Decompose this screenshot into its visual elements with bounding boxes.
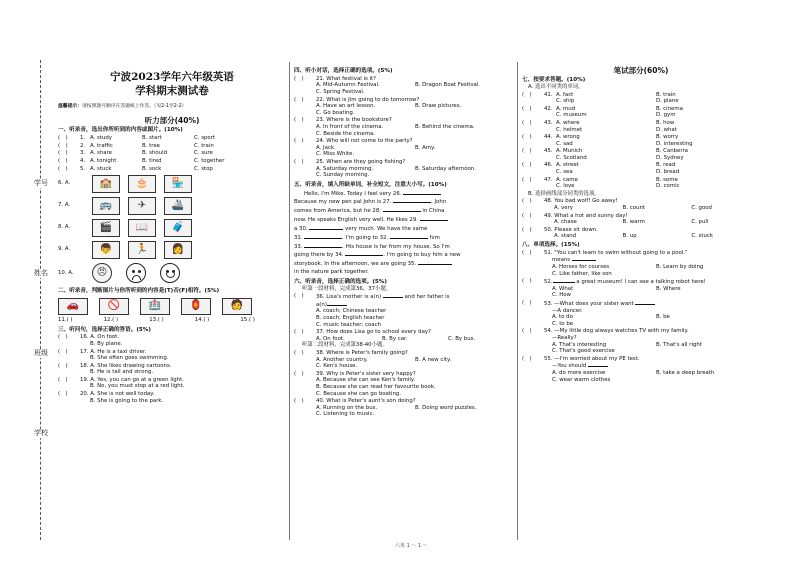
answer-bracket[interactable]: ( ) xyxy=(522,278,532,285)
column-divider xyxy=(517,62,518,540)
question-53: ( ) 53. —What does your sister want xyxy=(522,300,760,308)
title-line-2: 学科期末测试卷 xyxy=(135,85,209,98)
school-label: 学校 xyxy=(34,429,48,437)
option-c: C. to be xyxy=(552,320,574,327)
question-1: ( ) 1. A. study B. start C. sport xyxy=(58,135,216,142)
section-1-pictures xyxy=(58,173,286,285)
woman-icon: 👩 xyxy=(164,241,192,259)
answer-bracket[interactable]: ( ) xyxy=(58,362,68,369)
option-c: C. Go boating. xyxy=(316,109,355,116)
luggage-icon: 🧳 xyxy=(164,219,192,237)
answer-blank-15[interactable]: 15.( ) xyxy=(240,316,255,323)
blank-32[interactable] xyxy=(390,234,428,239)
question-55: ( ) 55. —I'm worried about my PE test. xyxy=(522,355,640,362)
option-b: B. She is going to the park. xyxy=(90,397,164,404)
section-1-title: 一、听录音，选出你所听到的内容或图片。(10%) xyxy=(58,127,183,134)
question-44: ( ) 44. A. wrong B. worry xyxy=(522,134,679,141)
question-25: ( ) 25. When are they going fishing? xyxy=(294,158,406,165)
school-building-icon: 🏫 xyxy=(92,175,120,193)
answer-bracket[interactable]: ( ) xyxy=(58,391,68,398)
person-icon: 🧑 xyxy=(222,298,252,315)
answer-blank-14[interactable]: 14.( ) xyxy=(194,316,210,323)
section-5-passage: Hello, I'm Mike. Today I feel very 26. Because my new pen pal John is 27. . John comes from America, but he 28. in China now. He speaks English very well. He likes 29. a 30. very much. We have the same 31. . I'm going to 32. him 33. . His house is far from my house. So I'm going there by 34. . I'm going to buy him a new storybook. In the afternoon, we are going 35. in the nature park together. xyxy=(294,190,461,275)
question-48: ( ) 48. You bad wolf! Go away! xyxy=(522,198,618,205)
column-3 xyxy=(522,66,760,383)
answer-bracket[interactable]: ( ) xyxy=(58,142,68,149)
blank-27[interactable] xyxy=(393,198,431,203)
answer-bracket[interactable]: ( ) xyxy=(294,75,304,82)
answer-blank-13[interactable]: 13.( ) xyxy=(149,316,164,323)
section-7a-instruction: A. 选出不同类的单词。 xyxy=(528,83,584,90)
answer-bracket[interactable]: ( ) xyxy=(58,376,68,383)
options: A. to do B. be xyxy=(552,314,670,321)
section-7b-list xyxy=(522,198,760,240)
section-2-answers xyxy=(58,317,286,324)
blank[interactable] xyxy=(635,300,655,305)
question-8: 8. A. 🎬 📖 🧳 xyxy=(58,217,286,238)
bus-icon: 🚌 xyxy=(92,197,120,215)
answer-bracket[interactable]: ( ) xyxy=(58,157,68,164)
section-7-title: 七、按要求答题。(10%) xyxy=(522,77,586,84)
option-c: C. Sunday morning. xyxy=(316,172,370,179)
blank-30[interactable] xyxy=(309,225,343,230)
question-52: ( ) 52. a great museum! I can see a talking robot here! xyxy=(522,278,706,286)
question-46: ( ) 46. A. street B. read xyxy=(522,162,676,169)
answer-bracket[interactable]: ( ) xyxy=(58,348,68,355)
options: A. What B. Where xyxy=(552,285,681,292)
section-2-title: 二、听录音，判断图片与你所听到的内容是(T)否(F)相符。(5%) xyxy=(58,288,220,295)
section-7a-list: ( ) 41. A. fact B. train C. ship D. plane ( ) 42. A. mud B. cinema C. museum D. gym ( ) 43. A. where B. how C. helmet D. what ( ) 44. A. wrong B. worry C. sad D. interesting ( ) 45. A. Munich B. Canberra C. Scotland D. Sydney ( ) 46. A. street B. read C. sea D. bread ( ) 47. A. came B. some C. love D. comic xyxy=(522,92,760,190)
column-divider xyxy=(289,62,290,540)
question-4: ( ) 4. A. tonight B. tired C. together xyxy=(58,157,225,164)
answer-bracket[interactable]: ( ) xyxy=(294,96,304,103)
answer-blank-11[interactable]: 11.( ) xyxy=(58,316,73,323)
question-23: ( ) 23. Where is the bookstore? xyxy=(294,117,392,124)
blank-28[interactable] xyxy=(383,207,421,212)
answer-bracket[interactable]: ( ) xyxy=(522,198,532,205)
question-40: ( ) 40. What is Peter's aunt's son doing? xyxy=(294,398,416,405)
question-22: ( ) 22. What is Jim going to do tomorrow? xyxy=(294,96,420,103)
question-37: ( ) 37. How does Lisa go to school every day? xyxy=(294,329,431,336)
question-6: 6. A. 🏫 🎂 🏪 xyxy=(58,173,286,194)
question-49: ( ) 49. What a hot and sunny day! xyxy=(522,212,628,219)
car-icon: 🚗 xyxy=(58,298,88,315)
question-7: 7. A. 🚌 ✈ 🚢 xyxy=(58,195,286,216)
question-47: ( ) 47. A. came B. some xyxy=(522,176,678,183)
option-b: B. By plane. xyxy=(90,340,123,347)
option-c: C. Like father, like son xyxy=(552,270,612,277)
answer-bracket[interactable]: ( ) xyxy=(294,158,304,165)
options: A. That's interesting B. That's all right xyxy=(552,341,702,348)
column-2: 四、听小对话，选择正确的选项。(5%) ( ) 21. What festival is it? A. Mid-Autumn Festival. B. Dragon Boat Festival. C. Spring Festival. ( ) 22. What is Jim going to do tomorrow? A. Have an art lesson. B. Draw pictures. C. Go boating. ( ) 23. Where is the bookstore? A. In front of the cinema. B. Behind the cinema. C. Beside the cinema. ( ) 24. Who will not come to the party? A. Jack. B. Amy. C. Miss White. ( ) 25. When are they going fishing? A. Saturday morning. B. Saturday afternoon. C. Sunday morning. 五、听录音，填入所缺单词，补全短文，注意大小写。(10%) Hello, I'm Mike. Today I feel very 26. Because my new pen pal John is 27. . John comes from America, but he 28. in China now. He speaks English very well. He likes 29. a 30. very much. We have the same 31. . I'm going to 32. him 33. . His house is far from my house. So I'm going there by 34. . I'm going to buy him a new storybook. In the afternoon, we are going 35. in the nature park together. 六、听录音，选择正确的选项。(5%) 听第一段材料，完成第36、37小题。 ( ) 36. Lisa's mother is a(n) and her father is a(n) A. coach; Chinese teacher B. coach; English teacher C. music teacher; coach ( ) 37. How does Lisa go to school every day? A. On foot. B. By car. C. By bus. 听第二段材料，完成第38-40小题。 ( ) 38. Where is Peter's family going? A. Another country. B. A new city. C. Ken's house. ( ) 39. Why is Peter's sister very happy? A. Because she can see Ken's family. B. Because she can read her favourite book. C. Because she can go boating. ( ) 40. What is Peter's aunt's son doing? A. Running on the bus. B. Doing word puzzles. C. Listening to music. xyxy=(294,66,514,418)
options: A. very B. count C. good xyxy=(554,205,712,212)
no-parking-sign-icon: 🚫 xyxy=(99,298,129,315)
blank-31[interactable] xyxy=(304,234,342,239)
section-6-title: 六、听录音，选择正确的选项。(5%) xyxy=(294,278,387,285)
happy-face-icon xyxy=(160,263,180,283)
page-footer: 六英 1 ～ 1 ～ xyxy=(395,543,428,549)
question-42: ( ) 42. A. mud B. cinema xyxy=(522,105,683,112)
answer-bracket[interactable]: ( ) xyxy=(522,176,532,183)
cake-icon: 🎂 xyxy=(128,175,156,193)
answer-bracket[interactable]: ( ) xyxy=(58,135,68,142)
cut-line xyxy=(40,60,41,540)
blank-33[interactable] xyxy=(304,243,342,248)
cinema-icon: 🎬 xyxy=(92,219,120,237)
answer-bracket[interactable]: ( ) xyxy=(522,249,532,256)
answer-bracket[interactable]: ( ) xyxy=(522,212,532,219)
answer-bracket[interactable]: ( ) xyxy=(58,150,68,157)
question-43: ( ) 43. A. where B. how xyxy=(522,119,675,126)
question-24: ( ) 24. Who will not come to the party? xyxy=(294,138,413,145)
student-id-label: 学号 xyxy=(34,179,48,187)
question-16: ( ) 16. A. On foot. xyxy=(58,334,120,341)
options: A. chase B. warm C. pull xyxy=(554,219,709,226)
answer-bracket[interactable]: ( ) xyxy=(522,226,532,233)
question-18: ( ) 18. A. She likes drawing cartoons. xyxy=(58,362,172,369)
option-c: C. Beside the cinema. xyxy=(316,130,375,137)
question-54: ( ) 54. —My little dog always watches TV with my family. xyxy=(522,328,689,335)
notice xyxy=(58,104,286,110)
class-label: 班级 xyxy=(34,349,48,357)
question-10: 10. A. 😠 xyxy=(58,261,286,285)
answer-bracket[interactable]: ( ) xyxy=(522,105,532,112)
question-19: ( ) 19. A. Yes, you can go at a green light. xyxy=(58,376,184,383)
plane-icon: ✈ xyxy=(128,197,156,215)
question-17: ( ) 17. A. He is a taxi driver. xyxy=(58,348,147,355)
question-21: ( ) 21. What festival is it? xyxy=(294,75,376,82)
section-8-list: ( ) 51. "You can't learn to swim without going to a pool." means A. Horses for courses B. Learn by doing C. Like father, like son ( ) 52. a great museum! I can see a talking robot here! A. What B. Where C. How ( ) 53. —What does your sister want —A dancer. A. to do B. be C. to be ( ) 54. —My little dog always watches TV with my family. —Really? A. That's interesting B. That's all right C. That's good exercise ( ) 55. —I'm worried about my PE test. —You should A. do more exercise B. take a deep breath C. wear warm clothes xyxy=(522,250,760,383)
options: A. Have an art lesson. B. Draw pictures. xyxy=(316,103,462,110)
question-9: 9. A. 👦 🏃 👩 xyxy=(58,239,286,260)
angry-face-icon: 😠 xyxy=(92,263,112,283)
answer-bracket[interactable]: ( ) xyxy=(522,134,532,141)
answer-bracket[interactable]: ( ) xyxy=(522,148,532,155)
question-41: ( ) 41. A. fact B. train xyxy=(522,91,676,98)
person-reading-icon: 📖 xyxy=(128,219,156,237)
option-c: C. wear warm clothes xyxy=(552,376,611,383)
lantern-icon: 🏮 xyxy=(181,298,211,315)
passage-2-instruction: 听第二段材料，完成第38-40小题。 xyxy=(302,342,388,349)
question-5: ( ) 5. A. stuck B. sock C. stop xyxy=(58,165,213,172)
passage-1-instruction: 听第一段材料，完成第36、37小题。 xyxy=(302,285,392,292)
binding-margin xyxy=(30,60,52,540)
option-b: B. She often goes swimming. xyxy=(90,355,169,362)
answer-bracket[interactable]: ( ) xyxy=(522,355,532,362)
column-1 xyxy=(58,66,286,404)
notice-text: 请按照题号顺序在答题纸上作答。（见2-1至2-2） xyxy=(82,104,187,110)
blank-35[interactable] xyxy=(418,260,452,265)
options: A. Mid-Autumn Festival. B. Dragon Boat Festival. xyxy=(316,82,481,89)
section-3-list xyxy=(58,334,286,404)
blank-29[interactable] xyxy=(420,216,448,221)
sad-face-icon xyxy=(126,263,146,283)
answer-bracket[interactable]: ( ) xyxy=(58,334,68,341)
ship-icon: 🚢 xyxy=(164,197,192,215)
question-36: ( ) 36. Lisa's mother is a(n) and her father is xyxy=(294,293,450,301)
question-50: ( ) 50. Please sit down. xyxy=(522,226,598,233)
section-2-pictures xyxy=(58,298,286,315)
blank[interactable] xyxy=(572,256,596,261)
answer-bracket[interactable]: ( ) xyxy=(522,91,532,98)
question-38: ( ) 38. Where is Peter's family going? xyxy=(294,349,408,356)
man-running-icon: 🏃 xyxy=(128,241,156,259)
question-39: ( ) 39. Why is Peter's sister very happy? xyxy=(294,370,416,377)
blank-26[interactable] xyxy=(403,190,441,195)
options: A. In front of the cinema. B. Behind the cinema. xyxy=(316,123,475,130)
section-4-list xyxy=(294,76,514,179)
question-2: ( ) 2. A. traffic B. tree C. train xyxy=(58,142,214,149)
notice-label: 温馨提示： xyxy=(58,104,82,110)
section-1-list xyxy=(58,135,286,172)
options: A. Saturday morning. B. Saturday afternoon. xyxy=(316,165,476,172)
option-c: C. Miss White. xyxy=(316,151,355,158)
answer-bracket[interactable]: ( ) xyxy=(294,117,304,124)
answer-bracket[interactable]: ( ) xyxy=(58,165,68,172)
blank-34[interactable] xyxy=(345,251,383,256)
option-c: C. Spring Festival. xyxy=(316,89,365,95)
name-label: 姓名 xyxy=(34,269,48,277)
question-45: ( ) 45. A. Munich B. Canberra xyxy=(522,148,688,155)
options: A. Jack. B. Amy. xyxy=(316,144,436,151)
exam-title xyxy=(58,70,286,98)
option-b: B. No, you must stop at a red light. xyxy=(90,383,185,390)
boy-icon: 👦 xyxy=(92,241,120,259)
question-51: ( ) 51. "You can't learn to swim without going to a pool." xyxy=(522,249,688,256)
options: A. Horses for courses B. Learn by doing xyxy=(552,264,704,271)
options: A. do more exercise B. take a deep breath xyxy=(552,369,715,376)
writing-part-title: 笔试部分(60%) xyxy=(613,66,669,75)
options: A. stand B. up C. stuck xyxy=(554,233,713,240)
answer-bracket[interactable]: ( ) xyxy=(522,119,532,126)
listening-part-title: 听力部分(40%) xyxy=(144,116,200,126)
answer-bracket[interactable]: ( ) xyxy=(522,299,532,306)
section-3-title: 三、听问句，选择正确的答语。(5%) xyxy=(58,326,151,333)
option-c: C. That's good exercise xyxy=(552,348,615,355)
option-c: C. How xyxy=(552,292,571,299)
shop-icon: 🏪 xyxy=(164,175,192,193)
question-20: ( ) 20. A. She is not well today. xyxy=(58,391,155,398)
section-5-title: 五、听录音，填入所缺单词，补全短文，注意大小写。(10%) xyxy=(294,181,447,188)
option-b: B. He is tall and strong. xyxy=(90,369,154,376)
title-line-1: 宁波2023学年六年级英语 xyxy=(110,71,234,83)
section-4-title: 四、听小对话，选择正确的选项。(5%) xyxy=(294,68,393,74)
answer-blank-12[interactable]: 12.( ) xyxy=(103,316,119,323)
section-7b-instruction: B. 选择画线部分同类的选项。 xyxy=(528,190,600,197)
section-8-title: 八、单项选择。(15%) xyxy=(522,242,580,249)
answer-bracket[interactable]: ( ) xyxy=(522,162,532,169)
blank[interactable] xyxy=(588,362,608,367)
answer-bracket[interactable]: ( ) xyxy=(294,138,304,145)
hospital-icon: 🏥 xyxy=(140,298,170,315)
answer-bracket[interactable]: ( ) xyxy=(522,328,532,335)
blank[interactable] xyxy=(553,278,575,283)
question-3: ( ) 3. A. share B. should C. sure xyxy=(58,150,213,157)
